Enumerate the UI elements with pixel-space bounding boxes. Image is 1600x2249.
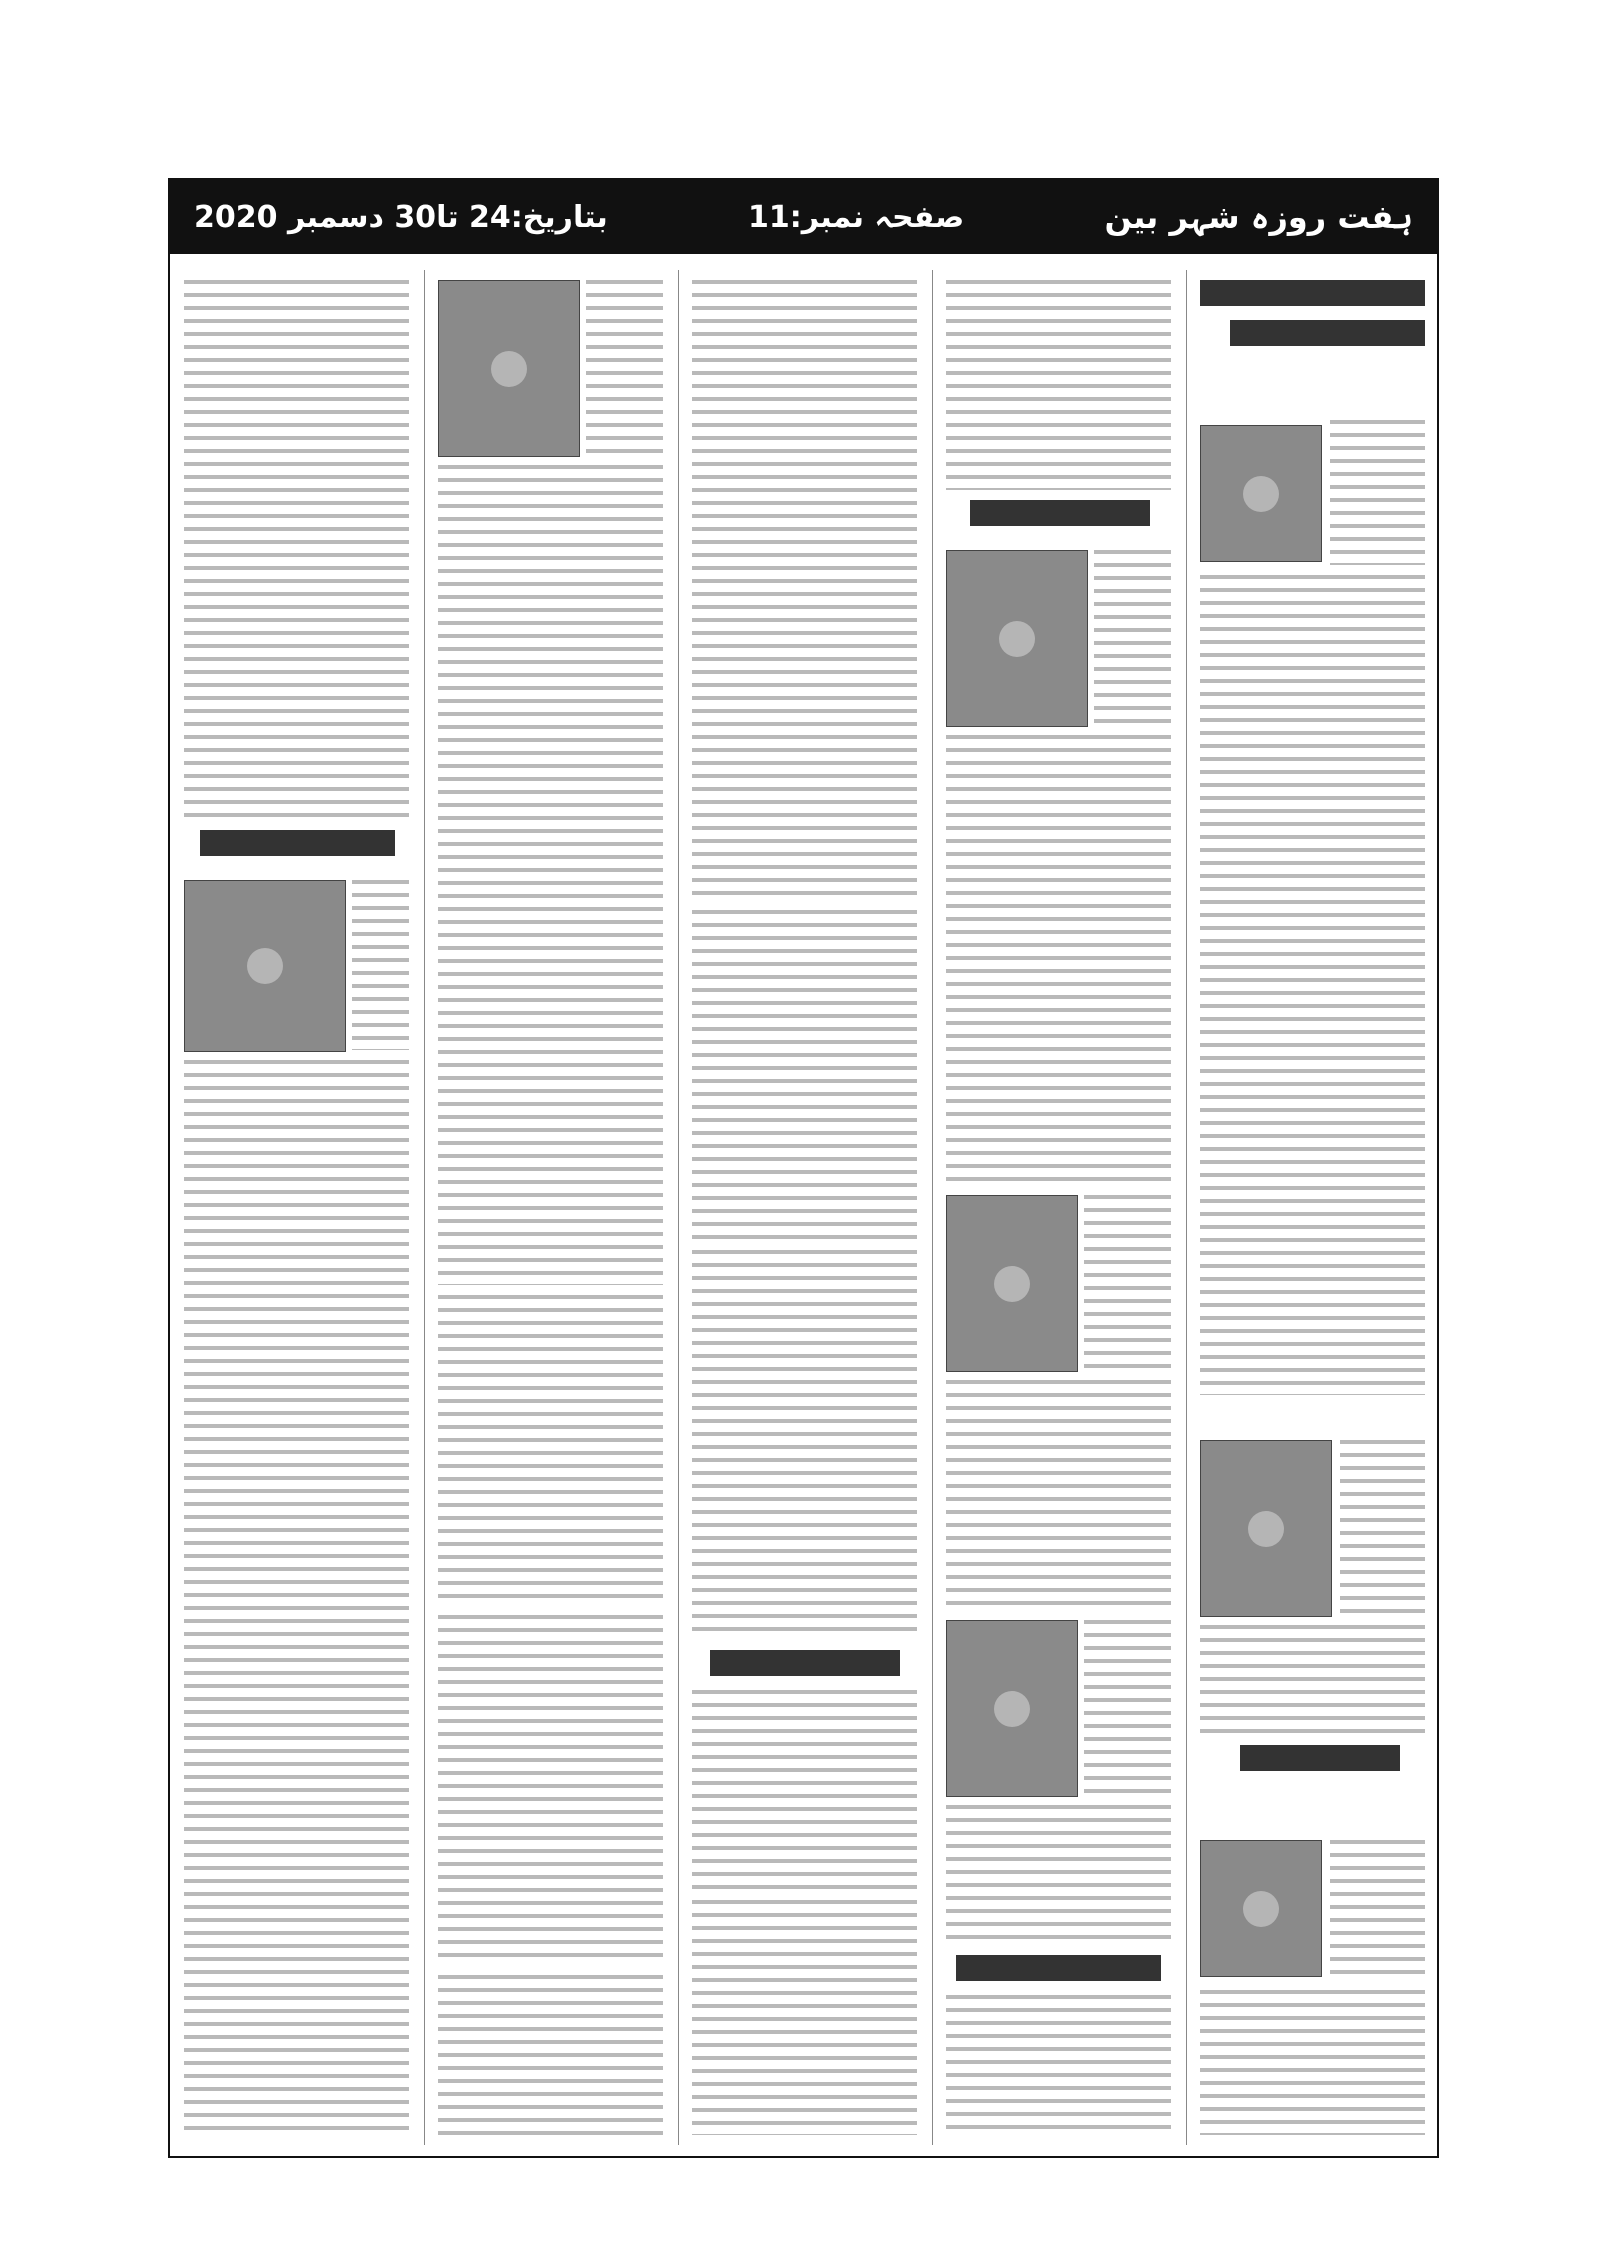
article-text	[946, 1805, 1171, 1945]
article-text	[692, 1690, 917, 1890]
article-text	[692, 1250, 917, 1640]
logo-image	[1200, 425, 1322, 562]
article-text	[1200, 1625, 1425, 1735]
headline	[970, 500, 1150, 526]
article-text	[438, 1975, 663, 2135]
headline	[956, 1955, 1161, 1981]
article-text	[586, 280, 663, 455]
article-text	[1200, 1990, 1425, 2135]
headline	[200, 830, 395, 856]
image-icon	[999, 621, 1035, 657]
author-photo	[438, 280, 580, 457]
article-text	[692, 280, 917, 900]
article-text	[438, 1615, 663, 1965]
article-text	[184, 1060, 409, 2135]
column-rule	[424, 270, 425, 2145]
article-text	[1330, 420, 1425, 565]
author-photo	[1200, 1840, 1322, 1977]
article-text	[946, 1380, 1171, 1605]
article-text	[946, 280, 1171, 490]
article-text	[1084, 1195, 1171, 1370]
article-text	[438, 1295, 663, 1605]
article-text	[1084, 1620, 1171, 1795]
column-rule	[678, 270, 679, 2145]
article-text	[352, 880, 409, 1050]
article-text	[438, 465, 663, 1285]
article-text	[692, 910, 917, 1240]
article-text	[946, 1995, 1171, 2135]
masthead-bar	[170, 180, 1437, 254]
image-icon	[1243, 476, 1279, 512]
article-text	[1094, 550, 1171, 725]
author-photo	[946, 550, 1088, 727]
author-photo	[1200, 1440, 1332, 1617]
column-rule	[932, 270, 933, 2145]
publication-name: ہفت روزہ شہر بین	[1104, 198, 1413, 236]
newspaper-page	[168, 178, 1439, 2158]
image-icon	[1248, 1511, 1284, 1547]
image-icon	[994, 1266, 1030, 1302]
article-text	[1200, 575, 1425, 1395]
article-text	[946, 735, 1171, 1185]
page-number: صفحہ نمبر:11	[747, 199, 965, 235]
article-text	[1330, 1840, 1425, 1975]
headline	[1200, 280, 1425, 306]
author-photo	[946, 1620, 1078, 1797]
issue-date: بتاریخ:24 تا30 دسمبر 2020	[194, 199, 608, 235]
image-icon	[491, 351, 527, 387]
article-text	[184, 280, 409, 820]
image-icon	[994, 1691, 1030, 1727]
headline	[1240, 1745, 1400, 1771]
author-photo	[184, 880, 346, 1052]
article-text	[692, 1900, 917, 2135]
headline	[710, 1650, 900, 1676]
column-rule	[1186, 270, 1187, 2145]
image-icon	[247, 948, 283, 984]
image-icon	[1243, 1891, 1279, 1927]
article-text	[1340, 1440, 1425, 1615]
author-photo	[946, 1195, 1078, 1372]
headline	[1230, 320, 1425, 346]
